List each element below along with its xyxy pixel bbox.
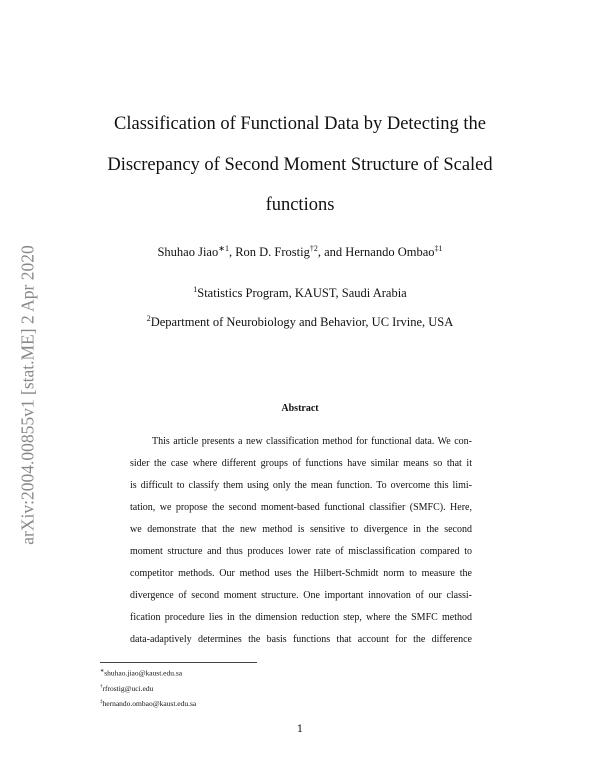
footnote-rule	[100, 662, 257, 663]
footnote	[100, 699, 196, 708]
abstract-line: This article presents a new classification method for functional data. We con-	[152, 436, 472, 447]
footnote	[100, 684, 153, 693]
abstract-line: tation, we propose the second moment-based functional classifier (SMFC). Here,	[130, 502, 472, 513]
author-name: Ron D. Frostig	[235, 245, 310, 260]
abstract-line: fication procedure lies in the dimension reduction step, where the SMFC method	[130, 612, 472, 623]
affiliation	[0, 285, 600, 301]
abstract-heading: Abstract	[281, 403, 319, 414]
footnote-email: rfrostig@uci.edu	[102, 684, 154, 693]
abstract-line: sider the case where different groups of functions have similar means so that it	[130, 458, 472, 469]
affiliation-mark: 1	[193, 285, 198, 294]
affiliation-text: Department of Neurobiology and Behavior, UC Irvine, USA	[150, 315, 454, 330]
author-mark: ‡1	[434, 244, 443, 253]
affiliation	[0, 314, 600, 330]
abstract-line: is difficult to classify them using only the mean function. To overcome this limi-	[130, 480, 472, 491]
footnote-email: shuhao.jiao@kaust.edu.sa	[104, 668, 183, 678]
title-line: functions	[265, 195, 335, 215]
abstract-line: data-adaptively determines the basis functions that account for the difference	[130, 634, 472, 645]
title-line: Classification of Functional Data by Detecting the	[114, 114, 486, 134]
footnote-mark: †	[100, 684, 103, 690]
footnote-mark: ‡	[100, 699, 103, 705]
footnote-mark: ∗	[100, 669, 105, 674]
author-mark: ∗1	[218, 244, 229, 253]
author-name: Hernando Ombao	[345, 245, 435, 260]
affiliation-mark: 2	[146, 314, 151, 323]
author-mark: †2	[309, 244, 318, 253]
separator: ,	[228, 245, 236, 260]
author-list	[0, 244, 600, 260]
abstract-line: moment structure and thus produces lower rate of misclassification compared to	[130, 546, 472, 557]
abstract-line: competitor methods. Our method uses the Hilbert-Schmidt norm to measure the	[130, 568, 472, 579]
arxiv-stamp: arXiv:2004.00855v1 [stat.ME] 2 Apr 2020	[17, 245, 38, 545]
abstract-line: we demonstrate that the new method is sensitive to divergence in the second	[130, 524, 472, 535]
author-name: Shuhao Jiao	[157, 245, 219, 260]
abstract-line: divergence of second moment structure. One important innovation of our classi-	[130, 590, 472, 601]
title-line: Discrepancy of Second Moment Structure of Scaled	[107, 155, 493, 175]
affiliation-text: Statistics Program, KAUST, Saudi Arabia	[197, 286, 407, 301]
separator: , and	[317, 245, 346, 260]
footnote-email: hernando.ombao@kaust.edu.sa	[102, 699, 197, 708]
footnote	[100, 668, 182, 678]
page-number: 1	[296, 724, 304, 735]
